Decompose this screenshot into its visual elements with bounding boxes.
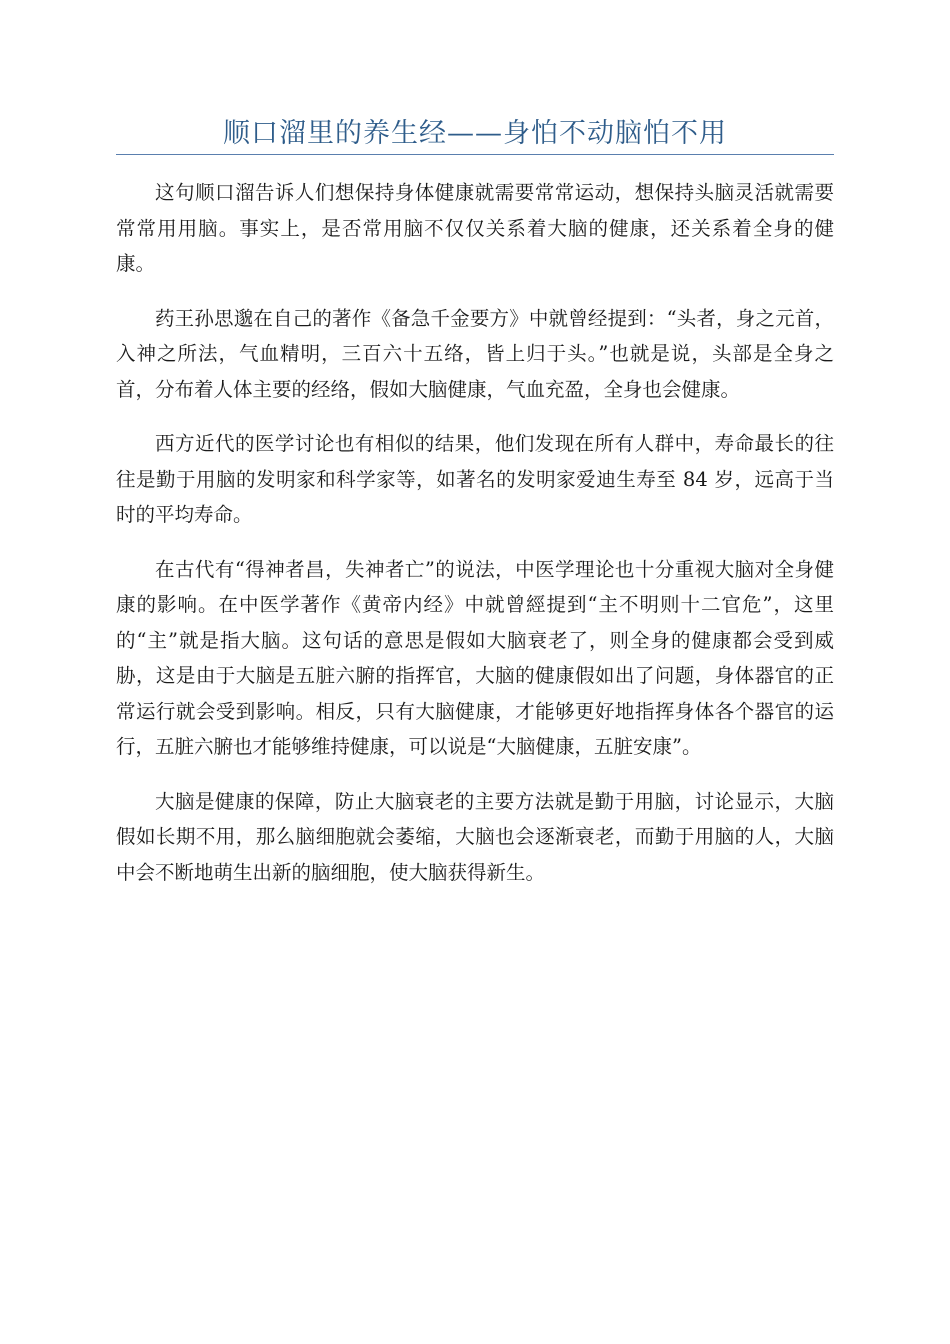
paragraph-2: 药王孙思邈在自己的著作《备急千金要方》中就曾经提到：“头者，身之元首，入神之所法，气血精明，三百六十五络，皆上归于头。”也就是说，头部是全身之首，分布着人体主要的经络，假如大脑健康，气血充盈，全身也会健康。	[116, 306, 834, 401]
paragraph-1: 这句顺口溜告诉人们想保持身体健康就需要常常运动，想保持头脑灵活就需要常常用用脑。事实上，是否常用脑不仅仅关系着大脑的健康，还关系着全身的健康。	[116, 181, 834, 275]
title-underline	[116, 154, 834, 155]
document-body	[116, 175, 834, 909]
paragraph-4: 在古代有“得神者昌，失神者亡”的说法，中医学理论也十分重视大脑对全身健康的影响。在中医学著作《黄帝内经》中就曾經提到“主不明则十二官危”，这里的“主”就是指大脑。这句话的意思是假如大脑衰老了，则全身的健康都会受到威胁，这是由于大脑是五脏六腑的指挥官，大脑的健康假如出了问题，身体器官的正常运行就会受到影响。相反，只有大脑健康，才能够更好地指挥身体各个器官的运行，五脏六腑也才能够维持健康，可以说是“大脑健康，五脏安康”。	[116, 557, 834, 758]
page-title: 顺口溜里的养生经——身怕不动脑怕不用	[223, 118, 727, 149]
paragraph-3: 西方近代的医学讨论也有相似的结果，他们发现在所有人群中，寿命最长的往往是勤于用脑的发明家和科学家等，如著名的发明家爱迪生寿至 84 岁，远高于当时的平均寿命。	[116, 432, 834, 526]
paragraph-5: 大脑是健康的保障，防止大脑衰老的主要方法就是勤于用脑，讨论显示，大脑假如长期不用，那么脑细胞就会萎缩，大脑也会逐渐衰老，而勤于用脑的人，大脑中会不断地萌生出新的脑细胞，使大脑获得新生。	[116, 789, 834, 884]
